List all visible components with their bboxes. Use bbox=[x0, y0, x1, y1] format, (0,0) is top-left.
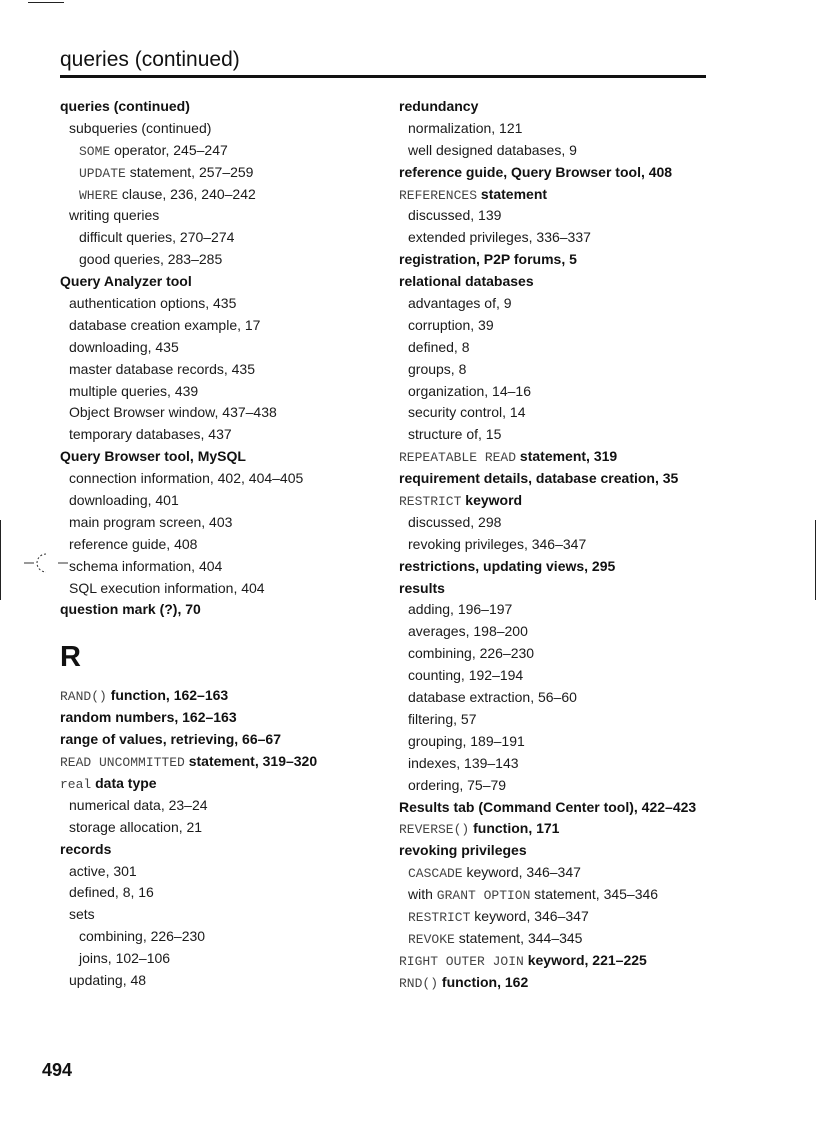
entry-text: well designed databases, 9 bbox=[408, 141, 577, 158]
index-entry bbox=[399, 950, 719, 972]
index-subentry bbox=[399, 775, 719, 797]
entry-text: subqueries (continued) bbox=[69, 119, 212, 136]
index-entry bbox=[60, 271, 380, 293]
entry-text: function, 162 bbox=[438, 973, 529, 990]
entry-text: Object Browser window, 437–438 bbox=[69, 404, 277, 421]
entry-text: Results tab (Command Center tool), 422–423 bbox=[399, 798, 697, 815]
page-number: 494 bbox=[42, 1060, 73, 1080]
index-entry bbox=[399, 162, 719, 184]
index-subentry bbox=[60, 359, 380, 381]
entry-code-term: SOME bbox=[79, 143, 111, 159]
entry-text: schema information, 404 bbox=[69, 557, 223, 574]
entry-text: restrictions, updating views, 295 bbox=[399, 557, 616, 574]
index-subentry bbox=[399, 709, 719, 731]
index-subentry bbox=[60, 556, 380, 578]
index-entry bbox=[60, 773, 380, 795]
index-entry bbox=[60, 839, 380, 861]
entry-text: database extraction, 56–60 bbox=[408, 689, 577, 706]
index-subentry bbox=[399, 205, 719, 227]
entry-text: statement, 257–259 bbox=[125, 163, 254, 180]
entry-code-term: real bbox=[60, 776, 92, 792]
entry-text: authentication options, 435 bbox=[69, 295, 237, 312]
entry-code-term: CASCADE bbox=[408, 866, 463, 882]
index-subentry bbox=[60, 882, 380, 904]
entry-text: statement, 344–345 bbox=[454, 929, 583, 946]
entry-text: connection information, 402, 404–405 bbox=[69, 470, 304, 487]
running-head: queries (continued) bbox=[60, 48, 706, 78]
entry-text: SQL execution information, 404 bbox=[69, 579, 265, 596]
entry-text: normalization, 121 bbox=[408, 119, 523, 136]
entry-text: good queries, 283–285 bbox=[79, 251, 223, 268]
index-subentry bbox=[60, 381, 380, 403]
index-subentry bbox=[60, 817, 380, 839]
index-subentry bbox=[60, 861, 380, 883]
index-subentry bbox=[399, 381, 719, 403]
index-subentry bbox=[399, 227, 719, 249]
entry-text: multiple queries, 439 bbox=[69, 382, 199, 399]
entry-text: corruption, 39 bbox=[408, 316, 494, 333]
entry-text: downloading, 401 bbox=[69, 492, 179, 509]
index-subentry bbox=[60, 227, 380, 249]
entry-text: revoking privileges bbox=[399, 842, 527, 859]
index-subentry bbox=[60, 512, 380, 534]
entry-text: extended privileges, 336–337 bbox=[408, 229, 591, 246]
entry-text: discussed, 139 bbox=[408, 207, 502, 224]
entry-text: downloading, 435 bbox=[69, 338, 179, 355]
index-subentry bbox=[60, 315, 380, 337]
entry-code-term: READ UNCOMMITTED bbox=[60, 755, 185, 771]
entry-code-term: REVERSE() bbox=[399, 822, 470, 838]
entry-text: main program screen, 403 bbox=[69, 513, 233, 530]
index-entry bbox=[399, 556, 719, 578]
index-subentry bbox=[60, 249, 380, 271]
index-entry bbox=[399, 96, 719, 118]
index-entry bbox=[399, 249, 719, 271]
index-subentry bbox=[60, 578, 380, 600]
entry-text: numerical data, 23–24 bbox=[69, 796, 208, 813]
entry-text: keyword bbox=[461, 492, 523, 509]
entry-code-term: RND() bbox=[399, 975, 439, 991]
index-entry bbox=[60, 599, 380, 621]
index-entry bbox=[60, 446, 380, 468]
index-subentry bbox=[60, 184, 380, 206]
index-subentry bbox=[60, 468, 380, 490]
index-column-right bbox=[399, 96, 719, 994]
entry-text: Query Analyzer tool bbox=[60, 273, 192, 290]
index-subentry bbox=[60, 293, 380, 315]
entry-text: statement, 319–320 bbox=[184, 753, 318, 770]
entry-text: joins, 102–106 bbox=[79, 950, 171, 967]
entry-text: storage allocation, 21 bbox=[69, 818, 203, 835]
entry-text: relational databases bbox=[399, 273, 534, 290]
entry-text: requirement details, database creation, 35 bbox=[399, 470, 679, 487]
index-subentry bbox=[399, 731, 719, 753]
entry-code-term: GRANT OPTION bbox=[436, 888, 531, 904]
entry-text: statement, 345–346 bbox=[530, 886, 659, 903]
entry-text: function, 171 bbox=[469, 820, 560, 837]
index-entry bbox=[60, 729, 380, 751]
index-entry bbox=[399, 578, 719, 600]
entry-text: keyword, 346–347 bbox=[462, 864, 581, 881]
entry-text: queries (continued) bbox=[60, 98, 190, 114]
entry-text: random numbers, 162–163 bbox=[60, 709, 237, 726]
entry-text: reference guide, Query Browser tool, 408 bbox=[399, 163, 673, 180]
entry-text: range of values, retrieving, 66–67 bbox=[60, 731, 281, 748]
entry-text: adding, 196–197 bbox=[408, 601, 513, 618]
entry-text: counting, 192–194 bbox=[408, 667, 524, 684]
index-subentry bbox=[399, 928, 719, 950]
index-entry bbox=[399, 840, 719, 862]
entry-text: data type bbox=[91, 774, 157, 791]
index-subentry bbox=[60, 948, 380, 970]
index-subentry bbox=[399, 534, 719, 556]
index-subentry bbox=[399, 315, 719, 337]
index-entry bbox=[399, 468, 719, 490]
index-subentry bbox=[60, 490, 380, 512]
index-entry bbox=[60, 685, 380, 707]
entry-text: master database records, 435 bbox=[69, 360, 255, 377]
index-subentry bbox=[399, 643, 719, 665]
index-subentry bbox=[60, 795, 380, 817]
entry-text: defined, 8, 16 bbox=[69, 884, 154, 901]
entry-text: keyword, 221–225 bbox=[523, 951, 647, 968]
index-entry bbox=[60, 96, 380, 118]
entry-text: groups, 8 bbox=[408, 360, 467, 377]
entry-text: function, 162–163 bbox=[106, 687, 229, 704]
crop-mark-left bbox=[0, 520, 1, 600]
entry-text: Query Browser tool, MySQL bbox=[60, 448, 246, 465]
entry-code-term: REFERENCES bbox=[399, 187, 478, 203]
entry-text: updating, 48 bbox=[69, 971, 147, 988]
index-subentry bbox=[399, 687, 719, 709]
entry-text: keyword, 346–347 bbox=[470, 907, 589, 924]
index-subentry bbox=[399, 665, 719, 687]
index-entry bbox=[399, 818, 719, 840]
index-subentry bbox=[399, 140, 719, 162]
index-subentry bbox=[60, 926, 380, 948]
index-entry bbox=[60, 707, 380, 729]
index-subentry bbox=[60, 904, 380, 926]
index-subentry bbox=[399, 293, 719, 315]
index-entry bbox=[399, 446, 719, 468]
entry-code-term: REVOKE bbox=[408, 931, 455, 947]
index-subentry bbox=[60, 970, 380, 992]
index-entry bbox=[399, 271, 719, 293]
entry-text: operator, 245–247 bbox=[110, 141, 228, 158]
entry-code-term: RAND() bbox=[60, 689, 107, 705]
index-subentry bbox=[399, 337, 719, 359]
index-subentry bbox=[399, 906, 719, 928]
index-subentry bbox=[399, 621, 719, 643]
entry-text: records bbox=[60, 840, 112, 857]
entry-text: writing queries bbox=[69, 207, 160, 224]
section-letter-heading bbox=[60, 641, 380, 673]
entry-text: reference guide, 408 bbox=[69, 535, 198, 552]
entry-text: filtering, 57 bbox=[408, 710, 477, 727]
index-entry bbox=[399, 797, 719, 819]
index-subentry bbox=[60, 534, 380, 556]
entry-text: revoking privileges, 346–347 bbox=[408, 535, 587, 552]
index-subentry bbox=[60, 424, 380, 446]
index-subentry bbox=[60, 337, 380, 359]
entry-text: combining, 226–230 bbox=[408, 645, 535, 662]
entry-text: statement bbox=[477, 185, 548, 202]
index-entry bbox=[399, 972, 719, 994]
index-entry bbox=[60, 751, 380, 773]
index-subentry bbox=[399, 402, 719, 424]
entry-text: redundancy bbox=[399, 98, 479, 114]
index-subentry bbox=[399, 359, 719, 381]
entry-code-term: WHERE bbox=[79, 187, 119, 203]
crop-mark-top bbox=[28, 0, 64, 3]
entry-text: combining, 226–230 bbox=[79, 928, 206, 945]
index-entry bbox=[399, 184, 719, 206]
entry-code-term: UPDATE bbox=[79, 165, 126, 181]
entry-code-term: RESTRICT bbox=[399, 494, 462, 510]
entry-text: averages, 198–200 bbox=[408, 623, 528, 640]
entry-text: security control, 14 bbox=[408, 404, 526, 421]
entry-code-term: REPEATABLE READ bbox=[399, 450, 517, 466]
entry-text: registration, P2P forums, 5 bbox=[399, 251, 577, 268]
entry-code-term: RIGHT OUTER JOIN bbox=[399, 953, 524, 969]
index-entry bbox=[399, 490, 719, 512]
index-subentry bbox=[399, 512, 719, 534]
entry-prefix: with bbox=[408, 886, 437, 903]
index-subentry bbox=[60, 118, 380, 140]
entry-text: indexes, 139–143 bbox=[408, 754, 519, 771]
entry-text: ordering, 75–79 bbox=[408, 776, 507, 793]
index-column-left bbox=[60, 96, 380, 992]
index-subentry bbox=[399, 862, 719, 884]
index-subentry bbox=[399, 884, 719, 906]
entry-text: difficult queries, 270–274 bbox=[79, 229, 235, 246]
entry-text: clause, 236, 240–242 bbox=[118, 185, 256, 202]
entry-text: organization, 14–16 bbox=[408, 382, 531, 399]
index-subentry bbox=[399, 118, 719, 140]
heading-text: R bbox=[60, 641, 81, 674]
entry-text: active, 301 bbox=[69, 862, 137, 879]
entry-text: defined, 8 bbox=[408, 338, 470, 355]
index-subentry bbox=[399, 753, 719, 775]
entry-text: grouping, 189–191 bbox=[408, 732, 525, 749]
entry-text: structure of, 15 bbox=[408, 426, 502, 443]
index-subentry bbox=[60, 162, 380, 184]
entry-text: temporary databases, 437 bbox=[69, 426, 232, 443]
index-subentry bbox=[399, 599, 719, 621]
entry-code-term: RESTRICT bbox=[408, 909, 471, 925]
index-subentry bbox=[60, 140, 380, 162]
entry-text: results bbox=[399, 579, 445, 596]
index-subentry bbox=[60, 402, 380, 424]
index-subentry bbox=[60, 205, 380, 227]
entry-text: discussed, 298 bbox=[408, 513, 502, 530]
entry-text: statement, 319 bbox=[516, 448, 618, 465]
entry-text: advantages of, 9 bbox=[408, 295, 512, 312]
index-subentry bbox=[399, 424, 719, 446]
entry-text: question mark (?), 70 bbox=[60, 601, 201, 618]
entry-text: sets bbox=[69, 906, 95, 923]
entry-text: database creation example, 17 bbox=[69, 316, 261, 333]
